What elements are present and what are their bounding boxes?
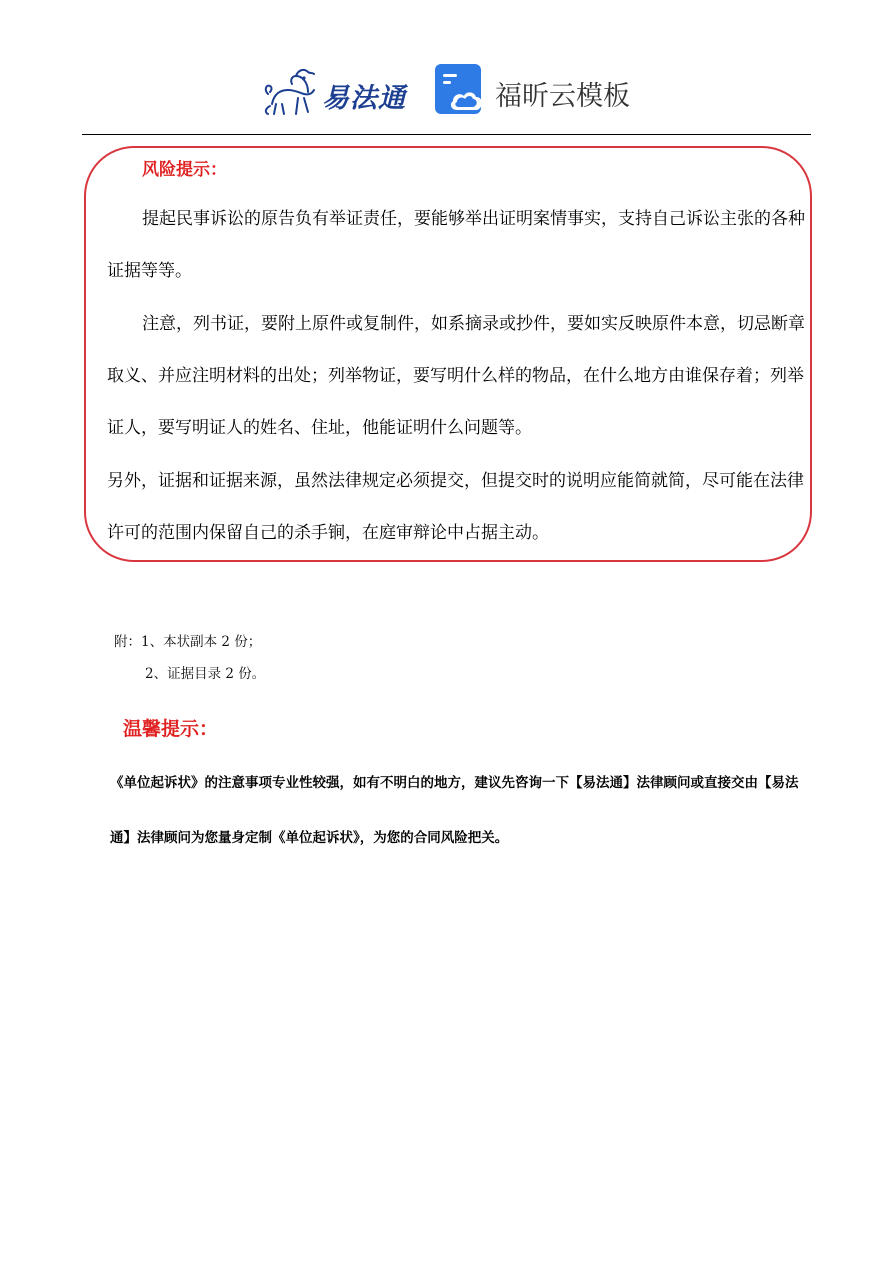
foxit-cloud-template-text: 福昕云模板: [495, 81, 630, 112]
qilin-emblem-icon: [262, 64, 322, 118]
risk-tip-title: 风险提示：: [142, 160, 227, 180]
cloud-document-icon: [435, 64, 487, 116]
risk-paragraph-evidence-listing: 注意，列书证，要附上原件或复制件，如系摘录或抄件，要如实反映原件本意，切忌断章取义、并应注明材料的出处；列举物证，要写明什么样的物品，在什么地方由谁保存着；列举证人，要写明证人的姓名、住址，他能证明什么问题等。: [107, 314, 805, 438]
page-header: [0, 58, 893, 124]
attachment-copies-line: 附：1、本状副本 2 份；: [114, 634, 262, 650]
warm-tip-title: 温馨提示：: [123, 718, 219, 740]
yifatong-logo-text: 易法通: [322, 83, 406, 114]
yifatong-logo: [262, 64, 412, 118]
header-divider: [82, 134, 811, 135]
attachment-evidence-list-line: 2、证据目录 2 份。: [145, 666, 266, 682]
warm-tip-text: 《单位起诉状》的注意事项专业性较强，如有不明白的地方，建议先咨询一下【易法通】法律顾问或直接交由【易法通】法律顾问为您量身定制《单位起诉状》，为您的合同风险把关。: [110, 775, 799, 846]
risk-paragraph-evidence-source: 另外，证据和证据来源，虽然法律规定必须提交，但提交时的说明应能简就简，尽可能在法律许可的范围内保留自己的杀手锏，在庭审辩论中占据主动。: [107, 471, 804, 543]
foxit-cloud-template-logo: [435, 64, 635, 118]
risk-paragraph-burden-of-proof: 提起民事诉讼的原告负有举证责任，要能够举出证明案情事实，支持自己诉讼主张的各种证据等等。: [107, 209, 805, 281]
